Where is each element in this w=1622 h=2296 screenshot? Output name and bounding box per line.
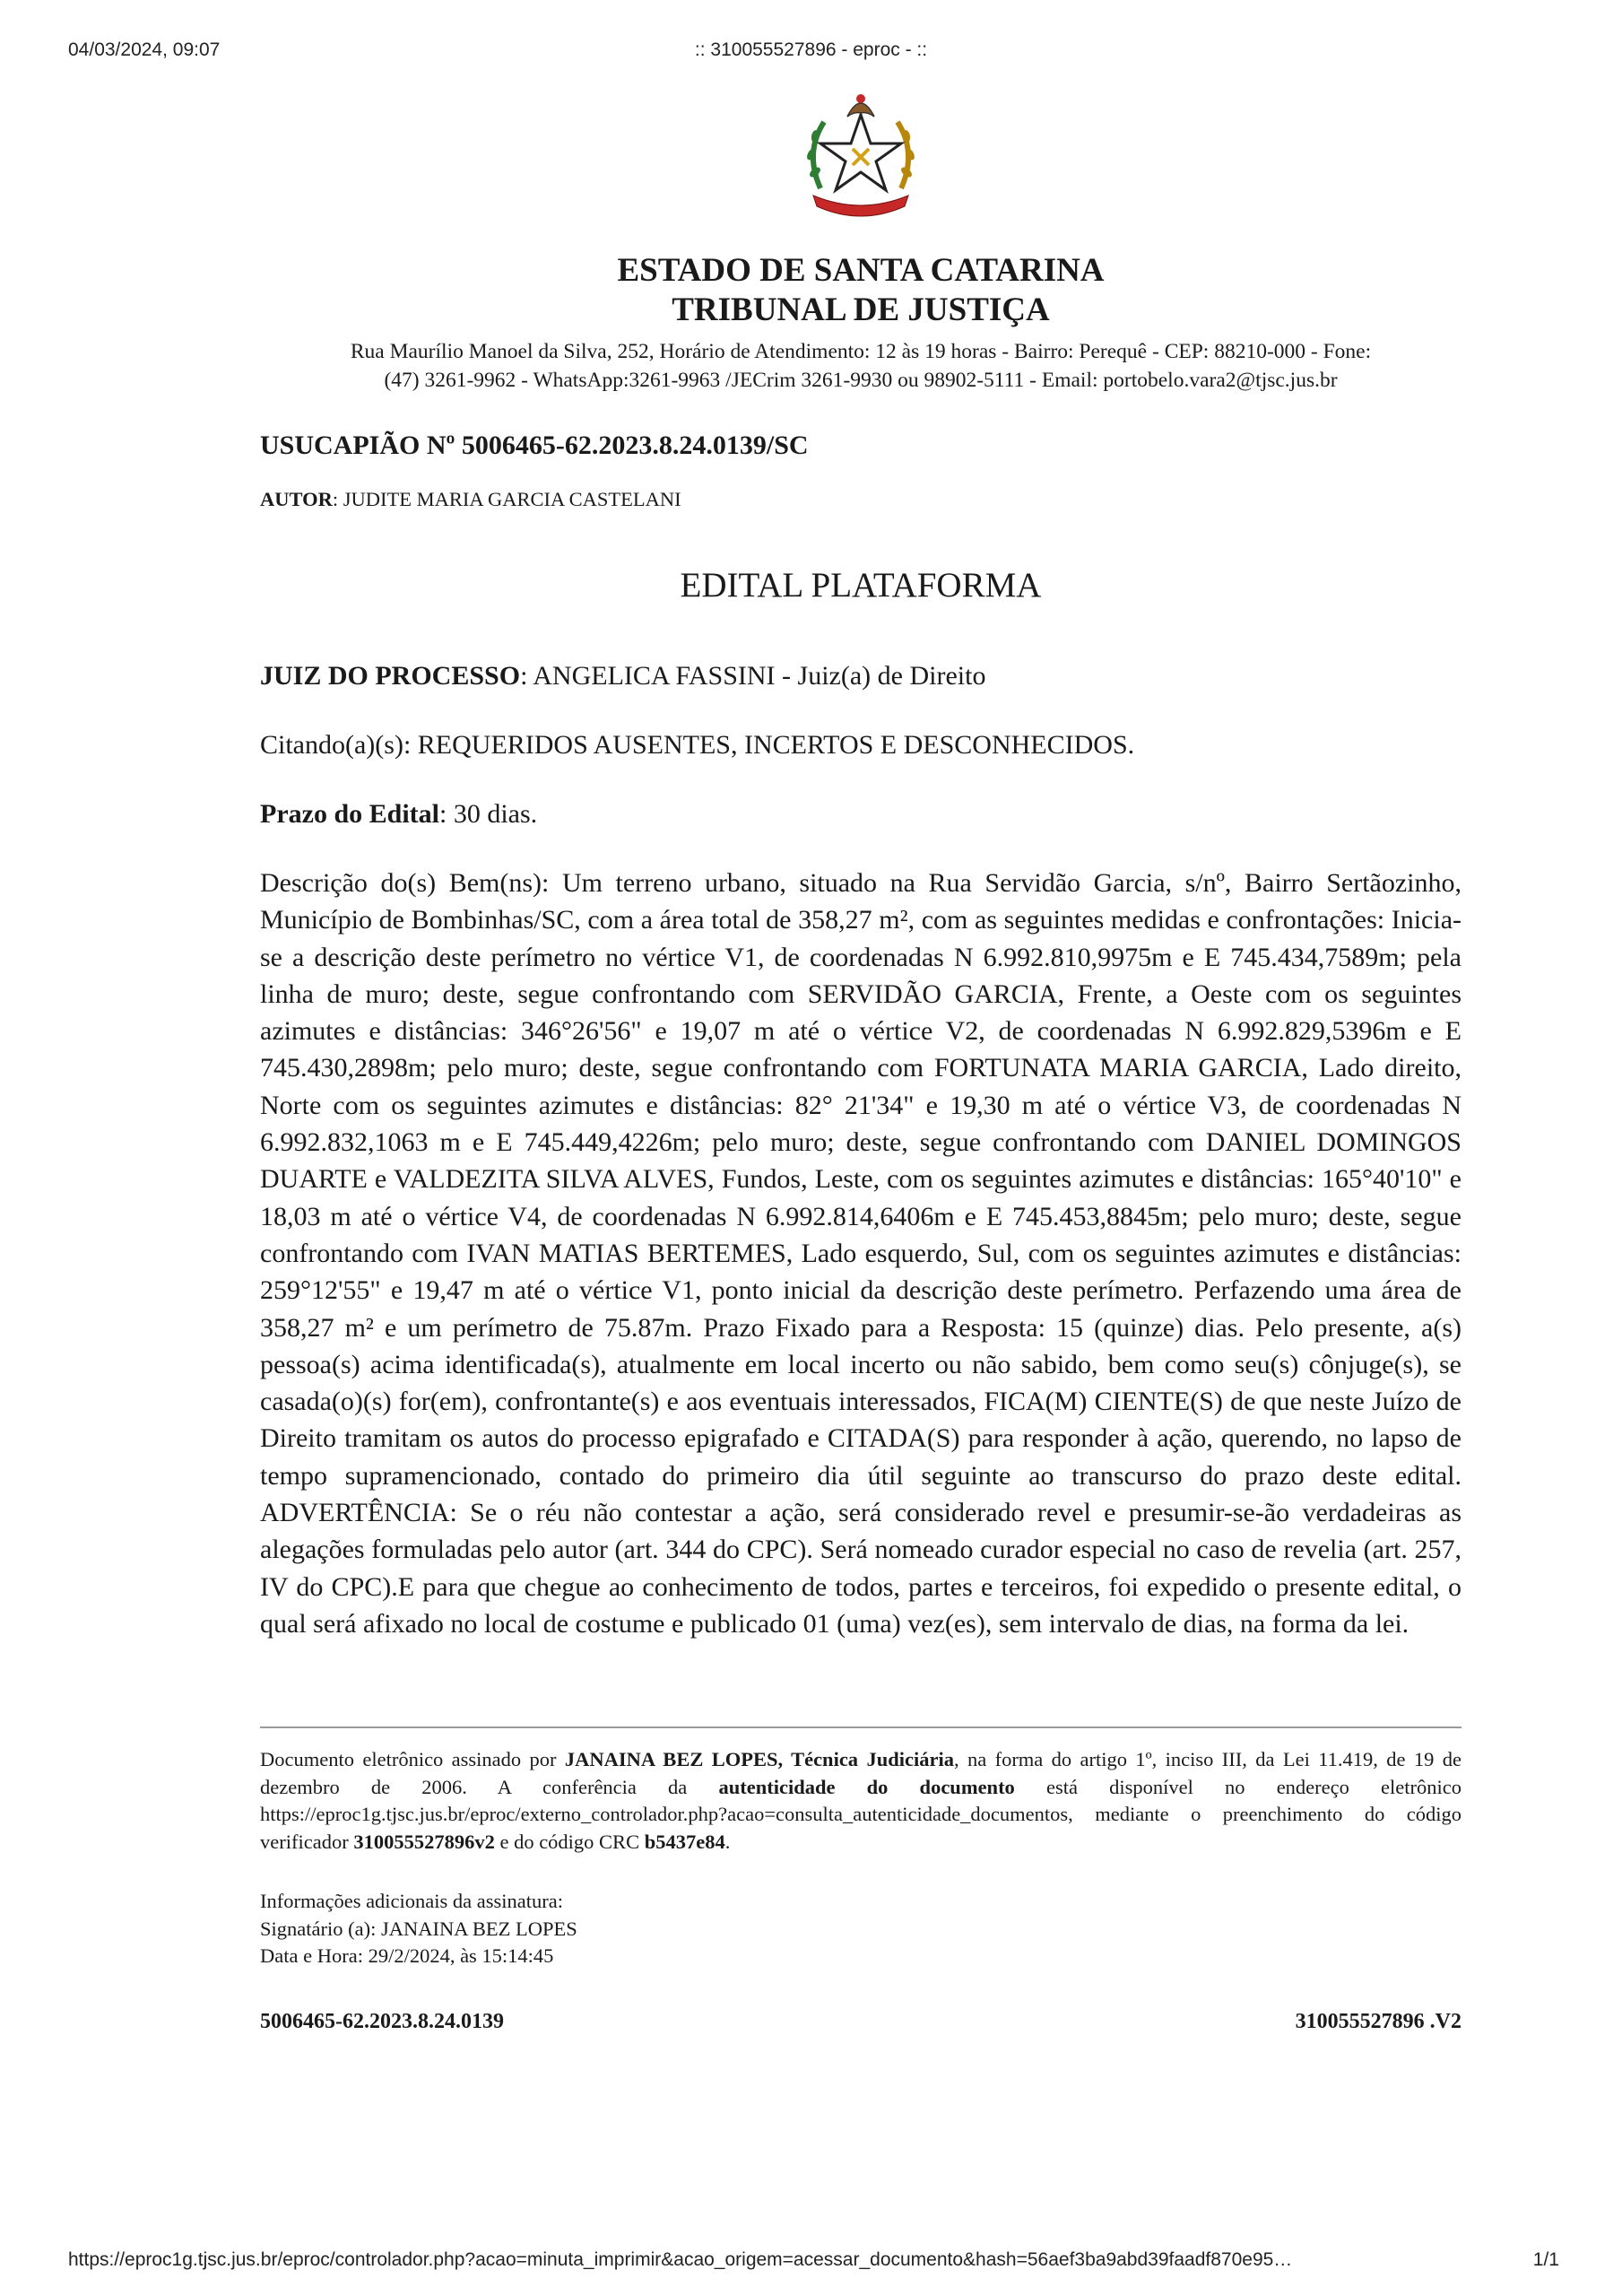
signature-text-4: e do código CRC	[494, 1830, 645, 1853]
judge-line	[260, 657, 1462, 694]
document-page	[260, 90, 1462, 2039]
footer-process-number: 5006465-62.2023.8.24.0139	[260, 2009, 504, 2033]
case-title: USUCAPIÃO Nº 5006465-62.2023.8.24.0139/SC	[260, 430, 809, 460]
extra-info-datetime: Data e Hora: 29/2/2024, às 15:14:45	[260, 1944, 554, 1968]
prazo-line	[260, 796, 1462, 832]
extra-info-title: Informações adicionais da assinatura:	[260, 1890, 563, 1913]
print-timestamp: 04/03/2024, 09:07	[68, 39, 221, 60]
signature-text-2: , na forma do artigo 1º, inciso III, da Lei 11.419, de 19 de dezembro de 2006. A conferência da	[260, 1748, 1462, 1798]
edital-title: EDITAL PLATAFORMA	[680, 566, 1042, 604]
signature-text-5: .	[724, 1830, 731, 1853]
signature-text-3: está disponível no endereço eletrônico https://eproc1g.tjsc.jus.br/eproc/externo_controlador.php?acao=consulta_autenticidade_documentos, mediante o preenchimento do código verificador	[260, 1775, 1462, 1853]
author-label: AUTOR	[260, 488, 333, 510]
prazo-value: : 30 dias.	[439, 799, 538, 829]
electronic-signature-note	[260, 1746, 1462, 1856]
judge-value: : ANGELICA FASSINI - Juiz(a) de Direito	[520, 661, 986, 691]
judge-label: JUIZ DO PROCESSO	[260, 661, 521, 691]
case-author	[260, 488, 1462, 511]
print-url: https://eproc1g.tjsc.jus.br/eproc/controlador.php?acao=minuta_imprimir&acao_origem=acessar_documento&hash=56aef3ba9abd39faadf870e95…	[68, 2249, 1293, 2270]
crc-code: b5437e84	[644, 1830, 725, 1853]
court-heading: TRIBUNAL DE JUSTIÇA	[672, 291, 1050, 328]
state-heading: ESTADO DE SANTA CATARINA	[617, 252, 1105, 289]
santa-catarina-coat-of-arms-icon	[794, 90, 928, 224]
prazo-label: Prazo do Edital	[260, 799, 439, 829]
print-page-title: :: 310055527896 - eproc - ::	[694, 39, 928, 60]
citando-line: Citando(a)(s): REQUERIDOS AUSENTES, INCERTOS E DESCONHECIDOS.	[260, 730, 1135, 760]
additional-signature-info	[260, 1888, 1462, 1970]
signer-name: JANAINA BEZ LOPES, Técnica Judiciária	[564, 1748, 954, 1771]
verification-code: 310055527896v2	[353, 1830, 495, 1853]
court-address	[260, 337, 1462, 395]
author-value: : JUDITE MARIA GARCIA CASTELANI	[332, 488, 681, 510]
print-page-number: 1/1	[1532, 2249, 1559, 2270]
address-line-2: (47) 3261-9962 - WhatsApp:3261-9963 /JECrim 3261-9930 ou 98902-5111 - Email: portobelo.vara2@tjsc.jus.br	[384, 369, 1338, 392]
extra-info-signatory: Signatário (a): JANAINA BEZ LOPES	[260, 1917, 577, 1940]
address-line-1: Rua Maurílio Manoel da Silva, 252, Horário de Atendimento: 12 às 19 horas - Bairro: Perequê - CEP: 88210-000 - Fone:	[350, 340, 1372, 363]
signature-text-1: Documento eletrônico assinado por	[260, 1748, 565, 1771]
signature-divider	[260, 1726, 1462, 1728]
property-description: Descrição do(s) Bem(ns): Um terreno urbano, situado na Rua Servidão Garcia, s/nº, Bairro Sertãozinho, Município de Bombinhas/SC, com a área total de 358,27 m², com as seguintes medidas e confrontações: Inicia-se a descrição deste perímetro no vértice V1, de coordenadas N 6.992.810,9975m e E 745.434,7589m; pela linha de muro; deste, segue confrontando com SERVIDÃO GARCIA, Frente, a Oeste com os seguintes azimutes e distâncias: 346°26'56" e 19,07 m até o vértice V2, de coordenadas N 6.992.829,5396m e E 745.430,2898m; pelo muro; deste, segue confrontando com FORTUNATA MARIA GARCIA, Lado direito, Norte com os seguintes azimutes e distâncias: 82° 21'34" e 19,30 m até o vértice V3, de coordenadas N 6.992.832,1063 m e E 745.449,4226m; pelo muro; deste, segue confrontando com DANIEL DOMINGOS DUARTE e VALDEZITA SILVA ALVES, Fundos, Leste, com os seguintes azimutes e distâncias: 165°40'10" e 18,03 m até o vértice V4, de coordenadas N 6.992.814,6406m e E 745.453,8845m; pelo muro; deste, segue confrontando com IVAN MATIAS BERTEMES, Lado esquerdo, Sul, com os seguintes azimutes e distâncias: 259°12'55" e 19,47 m até o vértice V1, ponto inicial da descrição deste perímetro. Perfazendo uma área de 358,27 m² e um perímetro de 75.87m. Prazo Fixado para a Resposta: 15 (quinze) dias. Pelo presente, a(s) pessoa(s) acima identificada(s), atualmente em local incerto ou não sabido, bem como seu(s) cônjuge(s), se casada(o)(s) for(em), confrontante(s) e aos eventuais interessados, FICA(M) CIENTE(S) de que neste Juízo de Direito tramitam os autos do processo epigrafado e CITADA(S) para responder à ação, querendo, no lapso de tempo supramencionado, contado do primeiro dia útil seguinte ao transcurso do prazo deste edital. ADVERTÊNCIA: Se o réu não contestar a ação, será considerado revel e presumir-se-ão verdadeiras as alegações formuladas pelo autor (art. 344 do CPC). Será nomeado curador especial no caso de revelia (art. 257, IV do CPC).E para que chegue ao conhecimento de todos, partes e terceiros, foi expedido o presente edital, o qual será afixado no local de costume e publicado 01 (uma) vez(es), sem intervalo de dias, na forma da lei.	[260, 868, 1462, 1639]
print-header	[0, 39, 1622, 66]
print-footer	[0, 2249, 1622, 2276]
authenticity-label: autenticidade do documento	[718, 1775, 1015, 1798]
footer-document-code: 310055527896 .V2	[1295, 2009, 1462, 2033]
document-footer	[260, 2010, 1462, 2039]
